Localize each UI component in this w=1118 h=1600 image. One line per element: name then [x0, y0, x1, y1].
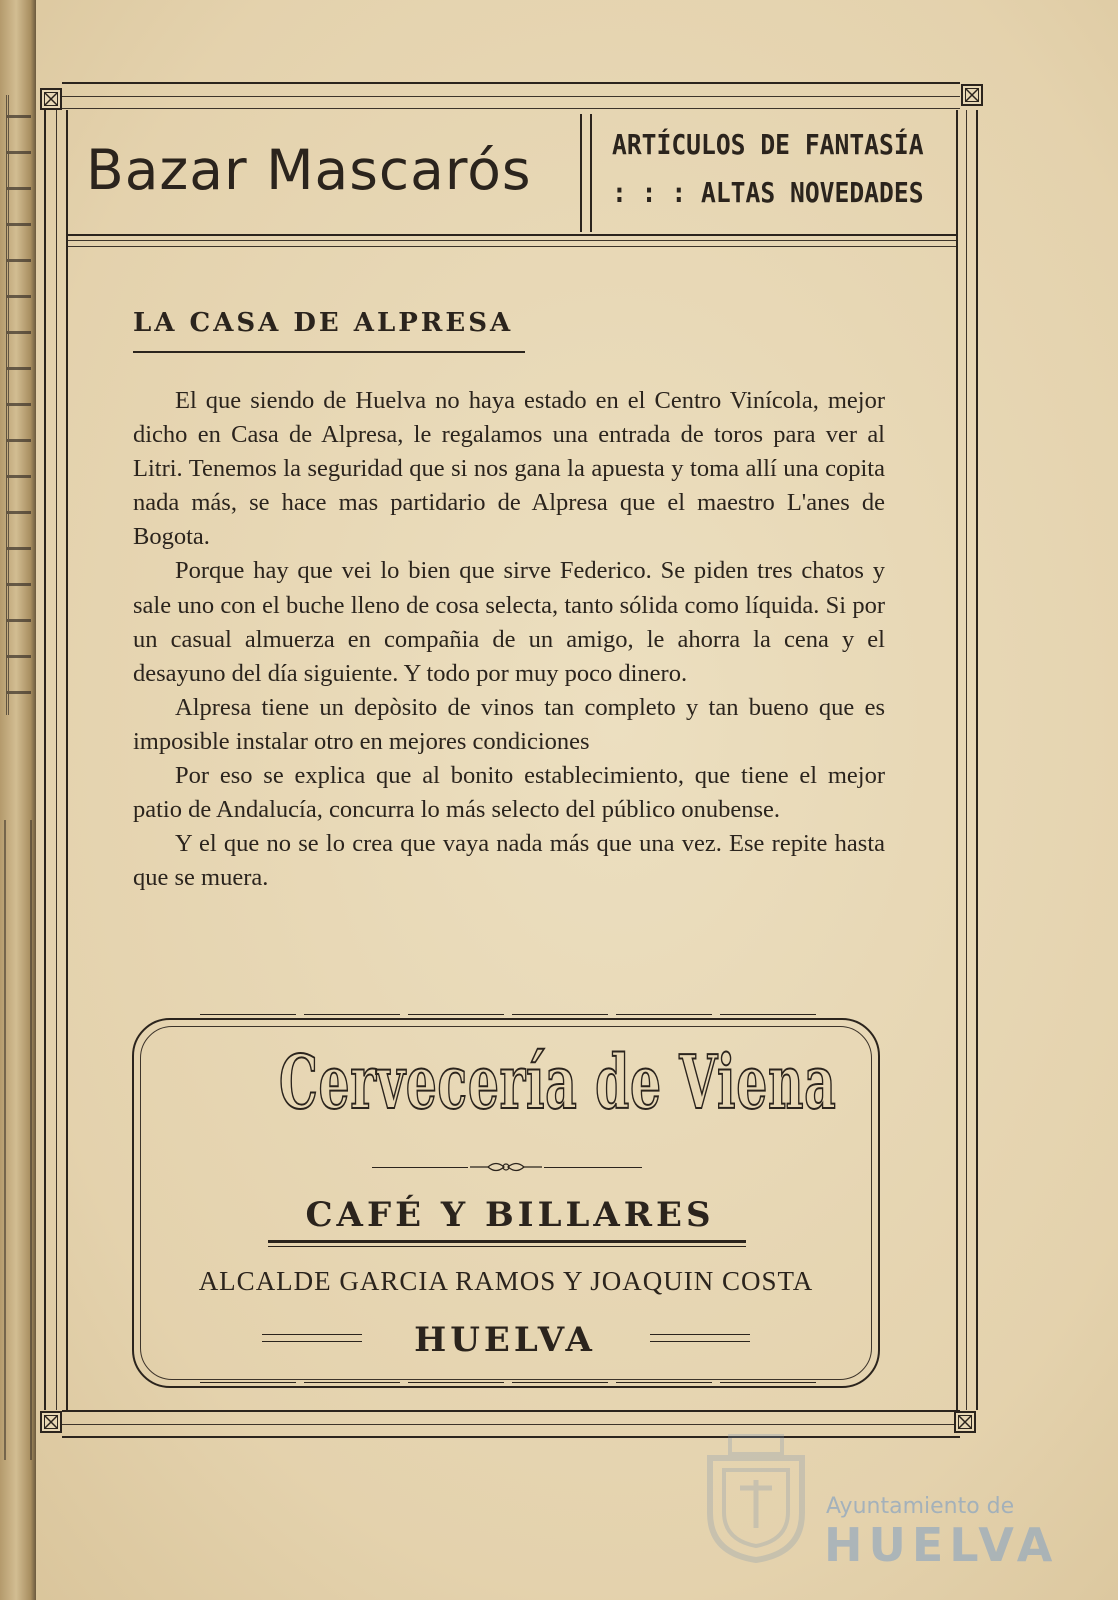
article-body [133, 384, 885, 895]
header-divider [68, 234, 956, 236]
watermark-text: HUELVA [824, 1518, 1059, 1572]
frame-top-line [62, 82, 960, 84]
ornament-icon [468, 1158, 544, 1176]
article-paragraph: Porque hay que vei lo bien que sirve Federico. Se piden tres chatos y sale uno con el buche lleno de cosa selecta, tanto sólida como líquida. Si por un casual almuerza en compañia de un amigo, le ahorra la cena y el desayuno del día siguiente. Y todo por muy poco dinero. [133, 557, 885, 687]
bazar-name: Bazar Mascarós [86, 138, 532, 202]
frame-left-line [66, 110, 68, 1410]
book-spine [0, 0, 36, 1600]
article-paragraph: Alpresa tiene un depòsito de vinos tan completo y tan bueno que es imposible instalar otro en mejores condiciones [133, 693, 885, 755]
corner-ornament-icon [961, 84, 983, 106]
city-crest-icon [700, 1428, 812, 1563]
advert-subtitle: CAFÉ Y BILLARES [305, 1195, 715, 1235]
frame-top-line [62, 96, 960, 97]
bazar-tagline: : : : ALTAS NOVEDADES [612, 176, 924, 209]
heading-underline [133, 351, 525, 353]
header-column-divider [580, 114, 582, 232]
spine-ornament [4, 820, 32, 1460]
advert-city: HUELVA [414, 1320, 596, 1360]
subtitle-underline [268, 1246, 746, 1247]
subtitle-underline [268, 1240, 746, 1243]
corner-ornament-icon [40, 1411, 62, 1433]
article-heading: LA CASA DE ALPRESA [133, 308, 514, 338]
bazar-tagline: ARTÍCULOS DE FANTASÍA [612, 128, 924, 161]
header-column-divider [590, 114, 592, 232]
article-paragraph: El que siendo de Huelva no haya estado en el Centro Vinícola, mejor dicho en Casa de Alpresa, le regalamos una entrada de toros para ver al Litri. Tenemos la seguridad que si nos gana la apuesta y toma allí una copita nada más, se hace mas partidario de Alpresa que el maestro L'anes de Bogota. [133, 387, 885, 551]
frame-bottom-line [62, 1410, 960, 1412]
header-divider [68, 246, 956, 247]
frame-top-line [62, 108, 960, 109]
spine-ornament [6, 95, 31, 715]
ornament-rule [372, 1167, 468, 1168]
city-rule [262, 1334, 362, 1342]
corner-ornament-icon [954, 1411, 976, 1433]
frame-right-line [966, 110, 967, 1410]
ornament-rule [544, 1167, 642, 1168]
corner-ornament-icon [40, 88, 62, 110]
advert-dash-border [200, 1014, 820, 1020]
article-paragraph: Y el que no se lo crea que vaya nada más que una vez. Ese repite hasta que se muera. [133, 830, 885, 892]
header-divider [68, 240, 956, 241]
advert-address: ALCALDE GARCIA RAMOS Y JOAQUIN COSTA [198, 1266, 814, 1296]
city-rule [650, 1334, 750, 1342]
watermark-text: Ayuntamiento de [826, 1494, 1015, 1519]
frame-right-line [956, 110, 958, 1410]
frame-left-line [56, 110, 57, 1410]
advert-name: Cervecería de Viena [279, 1040, 837, 1126]
article-paragraph: Por eso se explica que al bonito establecimiento, que tiene el mejor patio de Andalucía, concurra lo más selecto del público onubense. [133, 762, 885, 824]
frame-right-line [976, 110, 978, 1410]
advert-dash-border [200, 1382, 820, 1388]
frame-bottom-line [62, 1436, 960, 1438]
frame-left-line [44, 110, 46, 1410]
frame-bottom-line [62, 1424, 960, 1425]
